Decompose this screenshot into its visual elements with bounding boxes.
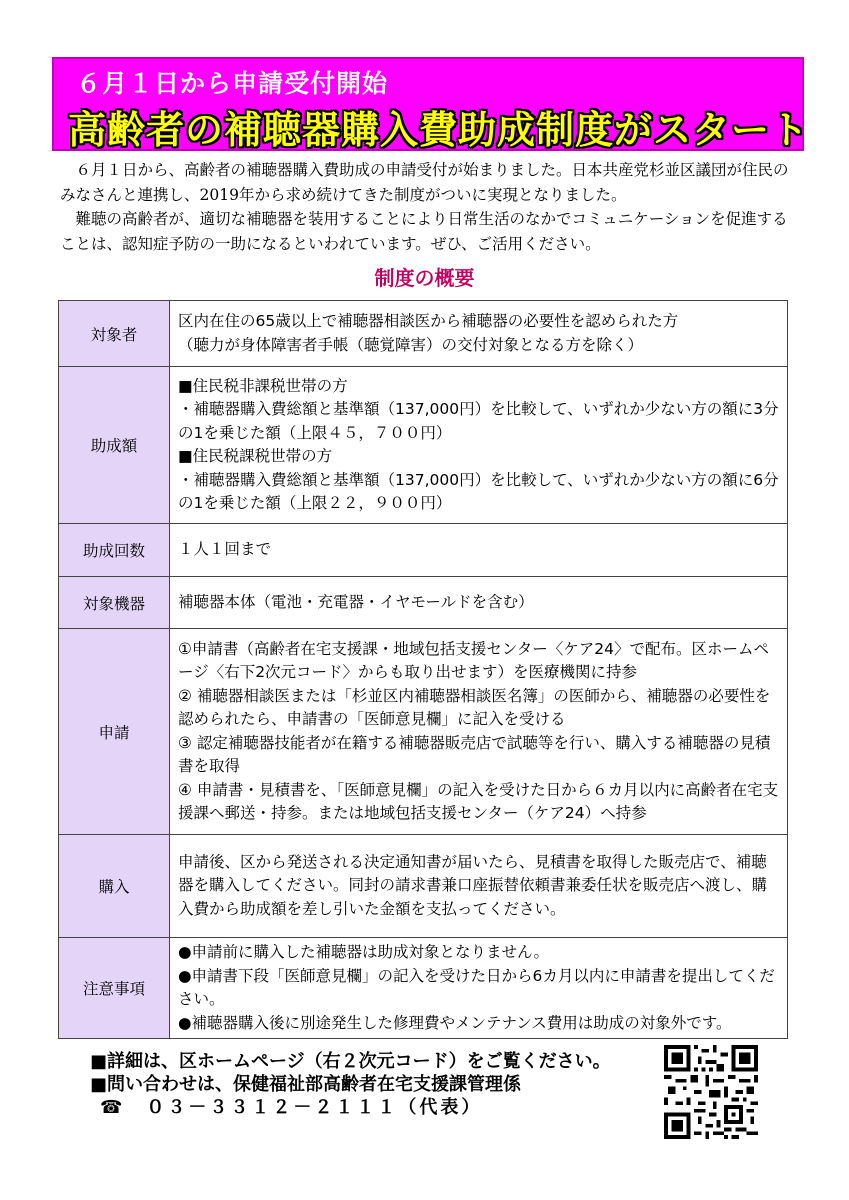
row-line: １人１回まで <box>178 540 272 559</box>
title-banner <box>52 57 810 152</box>
row-content <box>170 577 788 629</box>
table-row <box>59 629 788 835</box>
row-content <box>170 629 788 835</box>
footer-details-line: ■詳細は、区ホームページ（右２次元コード）をご覧ください。 <box>90 1051 611 1072</box>
row-label: 注意事項 <box>59 938 170 1039</box>
row-line: ③ 認定補聴器技能者が在籍する補聴器販売店で試聴等を行い、購入する補聴器の見積書を取得 <box>178 733 771 775</box>
banner-title: 高齢者の補聴器購入費助成制度がスタート <box>68 108 810 152</box>
row-line: ①申請書（高齢者在宅支援課・地域包括支援センター〈ケア24〉で配布。区ホームページ〈右下2次元コード〉からも取り出せます）を医療機関に持参 <box>178 639 770 681</box>
row-line: ・補聴器購入費総額と基準額（137,000円）を比較して、いずれか少ない方の額に3分の1を乗じた額（上限４５，７００円） <box>178 400 779 442</box>
qr-code-icon[interactable] <box>664 1045 758 1139</box>
table-row <box>59 524 788 577</box>
row-line: ●補聴器購入後に別途発生した修理費やメンテナンス費用は助成の対象外です。 <box>178 1013 732 1032</box>
footer-inquiry-line: ■問い合わせは、保健福祉部高齢者在宅支援課管理係 <box>90 1074 522 1095</box>
contact-footer <box>90 1050 611 1119</box>
row-content <box>170 835 788 938</box>
row-label: 助成回数 <box>59 524 170 577</box>
table-row <box>59 301 788 367</box>
row-line: 区内在住の65歳以上で補聴器相談医から補聴器の必要性を認められた方 <box>178 312 679 330</box>
row-line: ●申請前に購入した補聴器は助成対象となりません。 <box>178 943 549 961</box>
row-line: ■住民税課税世帯の方 <box>178 447 333 465</box>
row-line: 申請後、区から発送される決定通知書が届いたら、見積書を取得した販売店で、補聴器を購入してください。同封の請求書兼口座振替依頼書兼委任状を販売店へ渡し、購入費から助成額を差し引いた金額を支払ってください。 <box>178 852 768 918</box>
table-row <box>59 367 788 524</box>
intro-paragraph-2: 難聴の高齢者が、適切な補聴器を装用することにより日常生活のなかでコミュニケーションを促進することは、認知症予防の一助になるといわれています。ぜひ、ご活用ください。 <box>60 210 788 253</box>
intro-paragraph-1: ６月１日から、高齢者の補聴器購入費助成の申請受付が始まりました。日本共産党杉並区議団が住民のみなさんと連携し、2019年から求め続けてきた制度がついに実現となりました。 <box>60 161 789 204</box>
row-label: 助成額 <box>59 367 170 524</box>
row-label: 対象機器 <box>59 577 170 629</box>
row-content <box>170 301 788 367</box>
phone-number: ０３－３３１２－２１１１（代表） <box>146 1097 483 1118</box>
intro-text <box>60 158 792 256</box>
overview-table <box>58 300 788 1039</box>
row-content <box>170 524 788 577</box>
row-label: 購入 <box>59 835 170 938</box>
row-line: ■住民税非課税世帯の方 <box>178 376 348 395</box>
footer-phone-line <box>90 1096 611 1119</box>
row-line: ④ 申請書・見積書を、「医師意見欄」の記入を受けた日から６カ月以内に高齢者在宅支援課へ郵送・持参。または地域包括支援センター（ケア24）へ持参 <box>178 780 779 822</box>
row-line: 補聴器本体（電池・充電器・イヤモールドを含む） <box>178 592 534 611</box>
row-line: ② 補聴器相談医または「杉並区内補聴器相談医名簿」の医師から、補聴器の必要性を認められたら、申請書の「医師意見欄」に記入を受ける <box>178 686 771 728</box>
table-row <box>59 835 788 938</box>
phone-icon: ☎ <box>100 1097 126 1118</box>
banner-subtitle: ６月１日から申請受付開始 <box>76 69 389 98</box>
table-row <box>59 938 788 1039</box>
row-line: （聴力が身体障害者手帳（聴覚障害）の交付対象となる方を除く） <box>178 335 644 354</box>
table-row <box>59 577 788 629</box>
row-line: ●申請書下段「医師意見欄」の記入を受けた日から6カ月以内に申請書を提出してください。 <box>178 966 775 1008</box>
row-content <box>170 938 788 1039</box>
row-content <box>170 367 788 524</box>
row-label: 対象者 <box>59 301 170 367</box>
section-title: 制度の概要 <box>374 266 475 290</box>
row-line: ・補聴器購入費総額と基準額（137,000円）を比較して、いずれか少ない方の額に6分の1を乗じた額（上限２２，９００円） <box>178 470 779 512</box>
row-label: 申請 <box>59 629 170 835</box>
